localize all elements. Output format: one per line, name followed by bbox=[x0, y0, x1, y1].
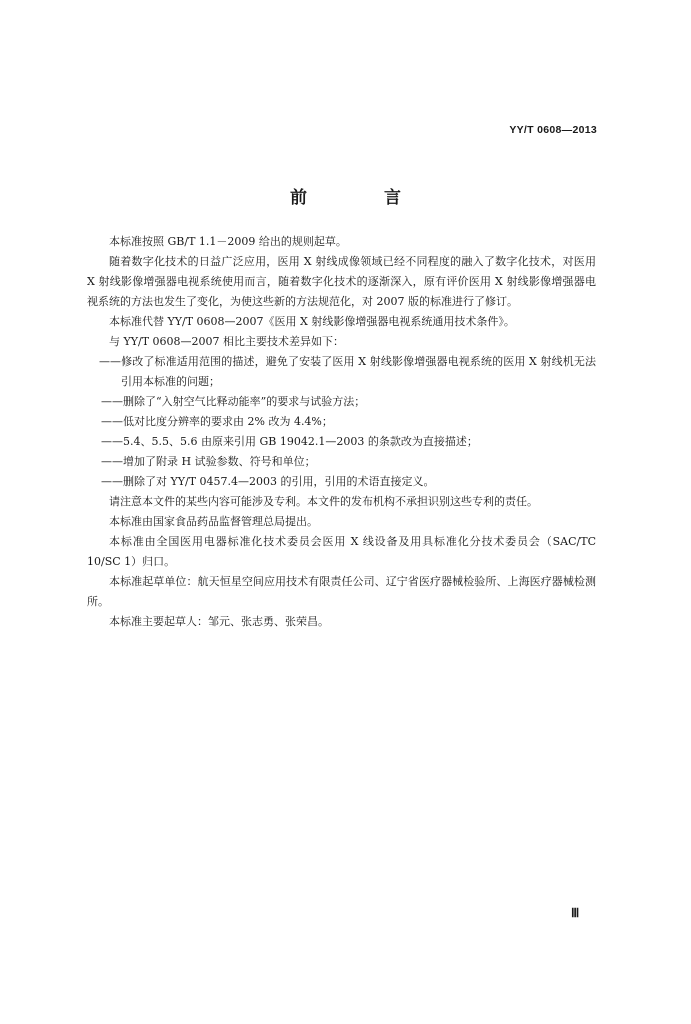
paragraph-drafting-units: 本标准起草单位：航天恒星空间应用技术有限责任公司、辽宁省医疗器械检验所、上海医疗器械检测所。 bbox=[87, 575, 596, 608]
standard-number: YY/T 0608—2013 bbox=[509, 124, 597, 136]
change-item: ——删除了“入射空气比释动能率”的要求与试验方法； bbox=[101, 395, 366, 408]
paragraph-administered-by: 本标准由全国医用电器标准化技术委员会医用 X 线设备及用具标准化分技术委员会（SAC/TC 10/SC 1）归口。 bbox=[87, 535, 596, 568]
paragraph-patent-notice: 请注意本文件的某些内容可能涉及专利。本文件的发布机构不承担识别这些专利的责任。 bbox=[109, 495, 538, 508]
change-item: ——删除了对 YY/T 0457.4—2003 的引用，引用的术语直接定义。 bbox=[101, 475, 435, 488]
change-item: ——5.4、5.5、5.6 由原来引用 GB 19042.1—2003 的条款改为直接描述； bbox=[101, 435, 478, 448]
paragraph-proposed-by: 本标准由国家食品药品监督管理总局提出。 bbox=[109, 515, 318, 528]
paragraph-differences-intro: 与 YY/T 0608—2007 相比主要技术差异如下： bbox=[109, 335, 345, 348]
foreword-body bbox=[87, 232, 596, 632]
paragraph-drafting-rules: 本标准按照 GB/T 1.1－2009 给出的规则起草。 bbox=[109, 235, 347, 248]
change-item: ——修改了标准适用范围的描述，避免了安装了医用 X 射线影像增强器电视系统的医用 X 射线机无法引用本标准的问题； bbox=[99, 355, 596, 388]
paragraph-drafters: 本标准主要起草人：邹元、张志勇、张荣昌。 bbox=[109, 615, 329, 628]
page-number: Ⅲ bbox=[571, 906, 580, 920]
change-item: ——增加了附录 H 试验参数、符号和单位； bbox=[101, 455, 316, 468]
change-item: ——低对比度分辨率的要求由 2% 改为 4.4%； bbox=[101, 415, 333, 428]
paragraph-background: 随着数字化技术的日益广泛应用，医用 X 射线成像领域已经不同程度的融入了数字化技术，对医用 X 射线影像增强器电视系统使用而言，随着数字化技术的逐渐深入，原有评价医用 X 射线影像增强器电视系统的方法也发生了变化，为使这些新的方法规范化，对 2007 版的标准进行了修订。 bbox=[87, 255, 596, 308]
paragraph-replaces: 本标准代替 YY/T 0608—2007《医用 X 射线影像增强器电视系统通用技术条件》。 bbox=[109, 315, 515, 328]
page-title: 前 言 bbox=[290, 188, 431, 208]
